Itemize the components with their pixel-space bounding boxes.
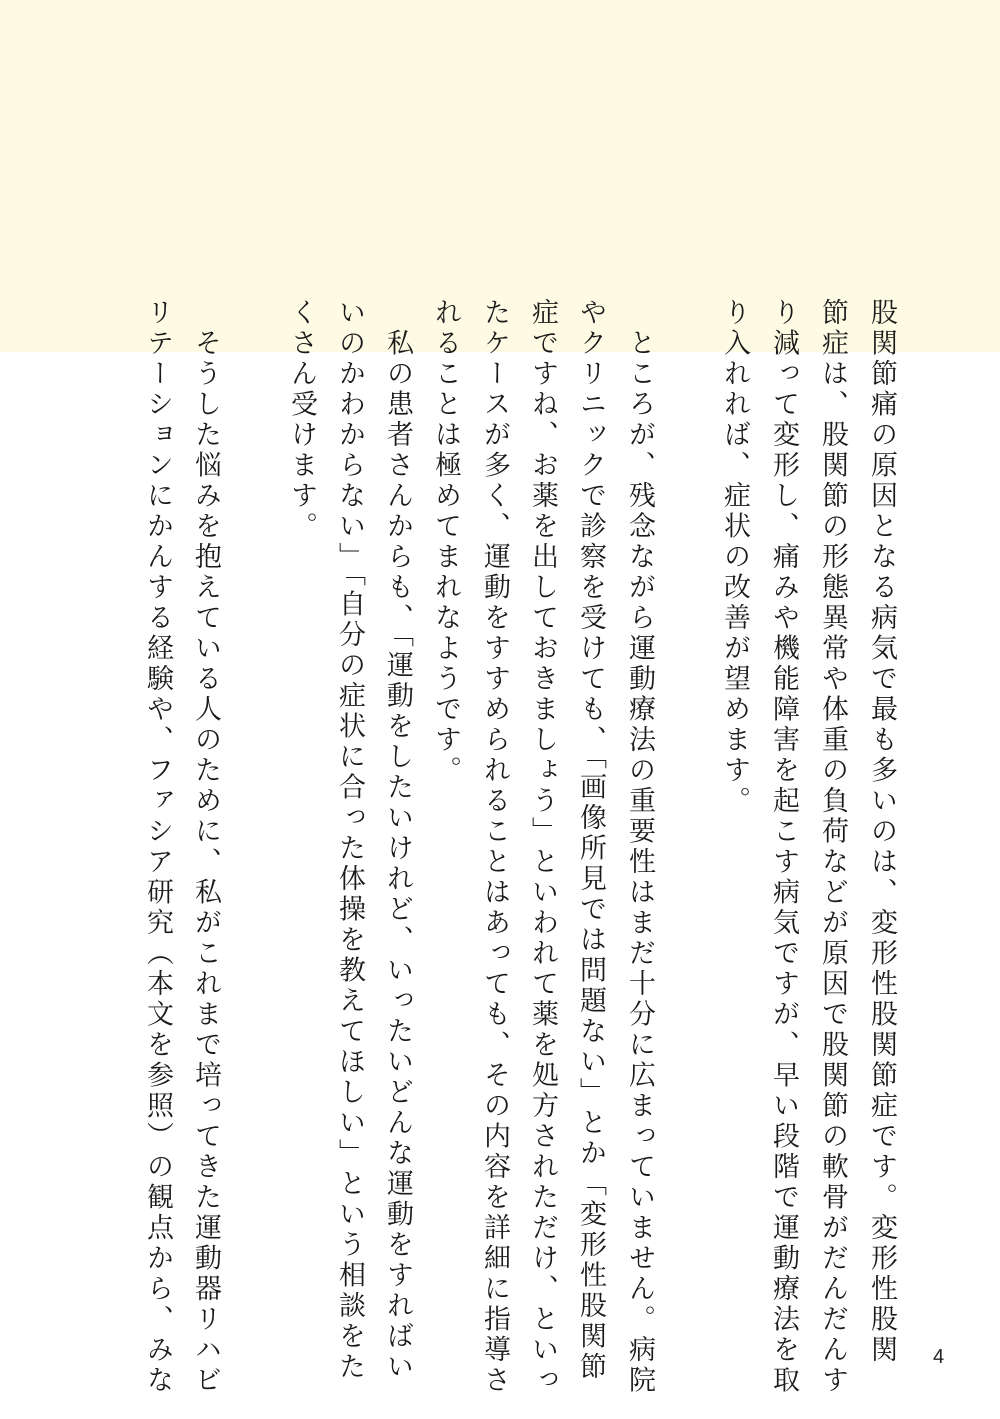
body-text-column: り入れれば、症状の改善が望めます。 [719,298,750,817]
body-text-column: やクリニックで診察を受けても、「画像所見では問題ない」とか「変形性股関節 [575,298,606,1383]
body-text-column: れることは極めてまれなようです。 [430,298,461,786]
body-text-column: り減って変形し、痛みや機能障害を起こす病気ですが、早い段階で運動療法を取 [768,298,799,1396]
body-text-column: 症ですね、お薬を出しておきましょう」といわれて薬を処方されただけ、といっ [527,298,558,1396]
page-number: 4 [933,1346,945,1368]
body-text-column: リテーションにかんする経験や、ファシア研究（本文を参照）の観点から、みな [142,298,173,1396]
body-text-column: くさん受けます。 [286,298,317,542]
body-text-column: たケースが多く、運動をすすめられることはあっても、その内容を詳細に指導さ [479,298,510,1396]
body-text-column: 股関節痛の原因となる病気で最も多いのは、変形性股関節症です。変形性股関 [866,298,897,1366]
body-text-column: ところが、残念ながら運動療法の重要性はまだ十分に広まっていません。病院 [624,298,655,1396]
body-text-column: 節症は、股関節の形態異常や体重の負荷などが原因で股関節の軟骨がだんだんす [817,298,848,1396]
body-text-column: 私の患者さんからも、「運動をしたいけれど、いったいどんな運動をすればい [382,298,413,1383]
body-text-column: いのかわからない」「自分の症状に合った体操を教えてほしい」という相談をた [334,298,365,1383]
body-text-column: そうした悩みを抱えている人のために、私がこれまで培ってきた運動器リハビ [190,298,221,1396]
